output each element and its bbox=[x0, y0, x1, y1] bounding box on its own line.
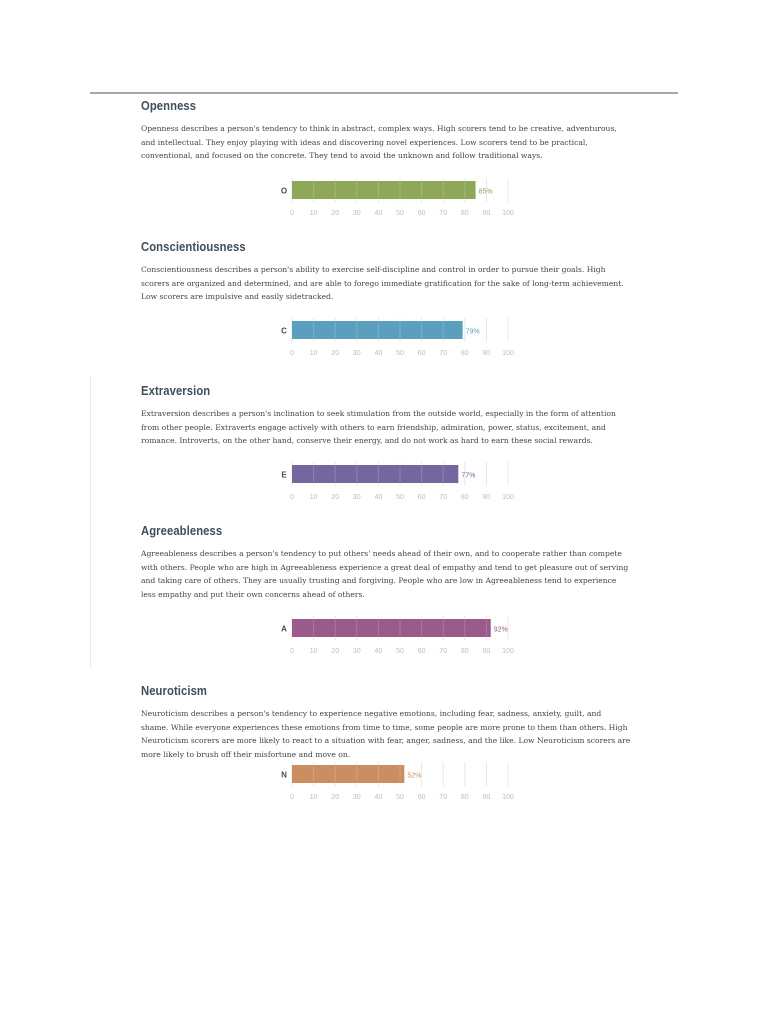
tick-label: 10 bbox=[309, 648, 318, 655]
tick-label: 30 bbox=[352, 648, 361, 655]
tick-label: 30 bbox=[352, 210, 361, 217]
openness-chart bbox=[270, 178, 530, 220]
section-description: Agreeableness describes a person's tendency to put others' needs ahead of their own, and to cooperate rather than compete with others. People who are high in Agreeableness experience a great deal of empathy and tend to get pleasure out of serving and taking care of others. They are usually trusting and forgiving. People who are low in Agreeableness tend to experience less empathy and put their own concerns ahead of others. bbox=[141, 549, 629, 599]
value-label: 79% bbox=[465, 328, 480, 336]
openness-section bbox=[141, 99, 631, 163]
tick-label: 90 bbox=[482, 350, 491, 357]
section-title: Extraversion bbox=[141, 384, 211, 398]
bar bbox=[292, 321, 463, 339]
value-label: 52% bbox=[407, 772, 422, 780]
bar bbox=[292, 619, 491, 637]
tick-label: 100 bbox=[502, 648, 514, 655]
tick-label: 0 bbox=[290, 794, 294, 801]
section-title: Agreeableness bbox=[141, 524, 223, 538]
tick-label: 70 bbox=[439, 210, 448, 217]
tick-label: 80 bbox=[460, 648, 469, 655]
tick-label: 50 bbox=[396, 648, 404, 655]
tick-label: 60 bbox=[417, 350, 426, 357]
tick-label: 20 bbox=[331, 648, 340, 655]
tick-label: 80 bbox=[460, 494, 469, 501]
left-margin-line bbox=[90, 376, 91, 668]
bar bbox=[292, 465, 458, 483]
bar bbox=[292, 181, 476, 199]
tick-label: 50 bbox=[396, 350, 404, 357]
category-label: N bbox=[281, 770, 287, 780]
conscientiousness-chart bbox=[270, 318, 530, 360]
tick-label: 60 bbox=[417, 494, 426, 501]
agreeableness-chart bbox=[270, 616, 530, 658]
tick-label: 60 bbox=[417, 648, 426, 655]
section-title: Openness bbox=[141, 99, 197, 113]
section-title: Conscientiousness bbox=[141, 240, 246, 254]
tick-label: 80 bbox=[460, 794, 469, 801]
tick-label: 10 bbox=[309, 794, 318, 801]
tick-label: 60 bbox=[417, 794, 426, 801]
extraversion-section bbox=[141, 384, 631, 448]
tick-label: 70 bbox=[439, 494, 448, 501]
tick-label: 40 bbox=[374, 210, 383, 217]
tick-label: 100 bbox=[502, 794, 514, 801]
tick-label: 20 bbox=[331, 210, 340, 217]
tick-label: 100 bbox=[502, 494, 514, 501]
section-description: Extraversion describes a person's inclination to seek stimulation from the outside world, especially in the form of attention from other people. Extraverts engage actively with others to earn friendship, admiration, power, status, excitement, and romance. Introverts, on the other hand, conserve their energy, and do not work as hard to earn these social rewards. bbox=[141, 409, 616, 445]
tick-label: 10 bbox=[309, 350, 318, 357]
value-label: 92% bbox=[493, 626, 508, 634]
tick-label: 100 bbox=[502, 350, 514, 357]
section-description: Openness describes a person's tendency to think in abstract, complex ways. High scorers tend to be creative, adventurous, and intellectual. They enjoy playing with ideas and discovering novel experiences. Low scorers tend to be practical, conventional, and focused on the concrete. They tend to avoid the unknown and follow traditional ways. bbox=[141, 124, 617, 160]
tick-label: 40 bbox=[374, 350, 383, 357]
tick-label: 30 bbox=[352, 494, 361, 501]
tick-label: 100 bbox=[502, 210, 514, 217]
tick-label: 70 bbox=[439, 648, 448, 655]
tick-label: 60 bbox=[417, 210, 426, 217]
tick-label: 0 bbox=[290, 494, 294, 501]
tick-label: 40 bbox=[374, 648, 383, 655]
tick-label: 30 bbox=[352, 350, 361, 357]
category-label: A bbox=[281, 624, 287, 634]
category-label: O bbox=[280, 186, 288, 196]
top-divider bbox=[90, 92, 678, 94]
tick-label: 50 bbox=[396, 210, 404, 217]
category-label: C bbox=[281, 326, 287, 336]
tick-label: 20 bbox=[331, 350, 340, 357]
conscientiousness-section bbox=[141, 240, 631, 304]
section-title: Neuroticism bbox=[141, 684, 208, 698]
tick-label: 70 bbox=[439, 794, 448, 801]
neuroticism-chart bbox=[270, 762, 530, 804]
tick-label: 0 bbox=[290, 210, 294, 217]
tick-label: 10 bbox=[309, 210, 318, 217]
tick-label: 50 bbox=[396, 794, 404, 801]
neuroticism-section bbox=[141, 684, 631, 761]
section-description: Neuroticism describes a person's tendency to experience negative emotions, including fear, sadness, anxiety, guilt, and shame. While everyone experiences these emotions from time to time, some people are more prone to them than others. High Neuroticism scorers are more likely to react to a situation with fear, anger, sadness, and the like. Low Neuroticism scorers are more likely to brush off their misfortune and move on. bbox=[141, 709, 631, 759]
value-label: 77% bbox=[461, 472, 476, 480]
tick-label: 30 bbox=[352, 794, 361, 801]
tick-label: 80 bbox=[460, 210, 469, 217]
tick-label: 90 bbox=[482, 648, 491, 655]
tick-label: 90 bbox=[482, 494, 491, 501]
value-label: 85% bbox=[478, 188, 493, 196]
category-label: E bbox=[281, 470, 287, 480]
tick-label: 90 bbox=[482, 794, 491, 801]
tick-label: 40 bbox=[374, 794, 383, 801]
bar bbox=[292, 765, 404, 783]
tick-label: 70 bbox=[439, 350, 448, 357]
extraversion-chart bbox=[270, 462, 530, 504]
tick-label: 20 bbox=[331, 494, 340, 501]
tick-label: 20 bbox=[331, 794, 340, 801]
tick-label: 50 bbox=[396, 494, 404, 501]
tick-label: 10 bbox=[309, 494, 318, 501]
tick-label: 0 bbox=[290, 648, 294, 655]
tick-label: 0 bbox=[290, 350, 294, 357]
tick-label: 80 bbox=[460, 350, 469, 357]
tick-label: 40 bbox=[374, 494, 383, 501]
agreeableness-section bbox=[141, 524, 631, 601]
section-description: Conscientiousness describes a person's ability to exercise self-discipline and control in order to pursue their goals. High scorers are organized and determined, and are able to forego immediate gratification for the sake of long-term achievement. Low scorers are impulsive and easily sidetracked. bbox=[141, 265, 624, 301]
tick-label: 90 bbox=[482, 210, 491, 217]
